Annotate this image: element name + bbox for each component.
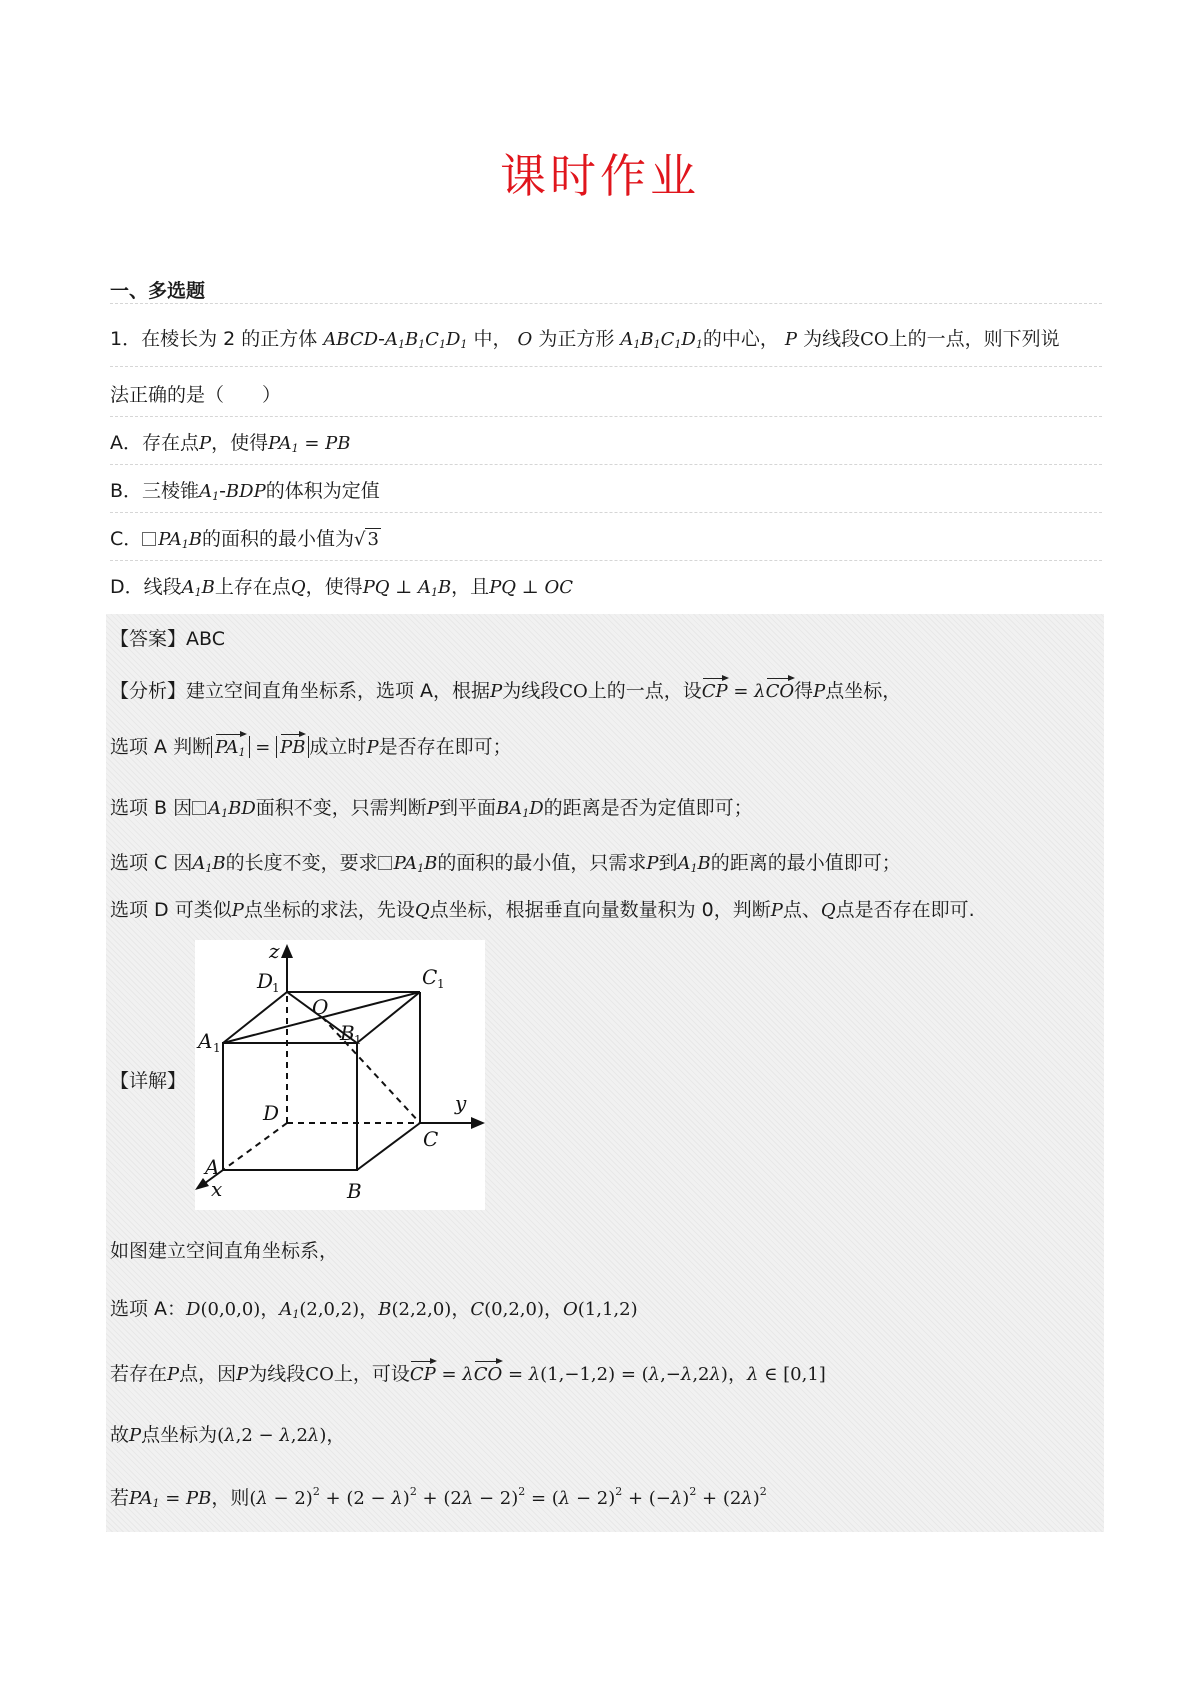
analysis-line-1: 【分析】建立空间直角坐标系，选项 A，根据P为线段CO上的一点，设CP = λCO得P点坐标， <box>110 675 901 705</box>
label-a: A <box>205 1155 220 1179</box>
divider <box>110 464 1102 465</box>
cube-diagram <box>195 940 485 1210</box>
svg-text:1: 1 <box>272 981 280 995</box>
detail-line-1: 如图建立空间直角坐标系， <box>110 1240 339 1262</box>
detail-line-5: 若$PA_1$ = PB，则$(\lambda - 2)^2 + (2 - \lambda)^2 + (2\lambda - 2)^2 = (\lambda - 2)^2 + (-\lambda)^2 + (2\lambda)^2$ <box>110 1485 767 1510</box>
triangle-icon <box>378 856 392 870</box>
edge-b-c <box>357 1123 420 1170</box>
sqrt-3: √ 3 <box>354 529 379 550</box>
svg-text:1: 1 <box>213 1041 221 1055</box>
option-d: D．线段$A_1B$上存在点Q，使得PQ ⊥ $A_1B$，且PQ ⊥ OC <box>110 576 573 599</box>
page-title: 课时作业 <box>500 149 700 203</box>
label-c1: C <box>422 965 438 989</box>
divider <box>110 560 1102 561</box>
divider <box>110 366 1102 367</box>
detail-line-3: 若存在P点，因P为线段CO上，可设CP = λCO = λ(1,−1,2) = (λ,−λ,2λ)，λ ∈ [0,1] <box>110 1358 826 1388</box>
front-face <box>223 1043 357 1170</box>
label-b1: B <box>340 1021 355 1045</box>
detail-line-4: 故P点坐标为(λ,2 − λ,2λ)， <box>110 1424 346 1446</box>
analysis-line-3: 选项 B 因 $A_1BD$面积不变，只需判断P到平面$BA_1D$的距离是否为定值即可； <box>110 797 753 820</box>
divider <box>110 416 1102 417</box>
option-a: A．存在点P，使得$PA_1$ = PB <box>110 432 351 455</box>
x-arrow <box>195 1178 209 1190</box>
svg-text:1: 1 <box>354 1033 362 1047</box>
svg-text:1: 1 <box>437 977 445 991</box>
analysis-line-2: 选项 A 判断 $PA_1$ = PB 成立时P是否存在即可； <box>110 731 512 761</box>
answer-value: ABC <box>186 628 225 650</box>
divider <box>110 303 1102 304</box>
cube-figure <box>195 940 485 1210</box>
label-y: y <box>455 1091 467 1115</box>
label-b: B <box>347 1179 362 1203</box>
question-number: 1． <box>110 328 142 350</box>
z-arrow <box>281 944 293 958</box>
label-d1: D <box>257 969 274 993</box>
question-line-1: 1．在棱长为 2 的正方体 ABCD-$A_1B_1C_1D_1$ 中， O 为正方形 $A_1B_1C_1D_1$的中心， P 为线段CO上的一点，则下列说 <box>110 328 1060 351</box>
label-z: z <box>269 940 280 963</box>
label-c: C <box>423 1127 439 1151</box>
section-heading: 一、多选题 <box>110 280 206 302</box>
label-d: D <box>263 1101 280 1125</box>
analysis-line-5: 选项 D 可类似P点坐标的求法，先设Q点坐标，根据垂直向量数量积为 0，判断P点、Q点是否存在即可. <box>110 899 975 921</box>
option-b: B．三棱锥$A_1$-BDP的体积为定值 <box>110 480 380 503</box>
answer-line: 【答案】ABC <box>110 628 225 650</box>
label-o: O <box>312 995 329 1019</box>
triangle-icon <box>142 532 156 546</box>
option-c: C． $PA_1B$的面积的最小值为√ 3 <box>110 528 379 551</box>
detail-label: 【详解】 <box>110 1070 187 1092</box>
label-a1: A <box>198 1029 213 1053</box>
triangle-icon <box>192 801 206 815</box>
detail-line-2: 选项 A：D(0,0,0)，$A_1(2,0,2)$，B(2,2,0)，C(0,2,0)，O(1,1,2) <box>110 1298 638 1321</box>
question-line-2: 法正确的是（ ） <box>110 384 282 406</box>
x-axis-dashed <box>223 1123 287 1170</box>
y-arrow <box>471 1117 485 1129</box>
analysis-line-4: 选项 C 因$A_1B$的长度不变，要求 $PA_1B$的面积的最小值，只需求P到$A_1B$的距离的最小值即可； <box>110 852 901 875</box>
label-x: x <box>211 1177 223 1201</box>
divider <box>110 512 1102 513</box>
